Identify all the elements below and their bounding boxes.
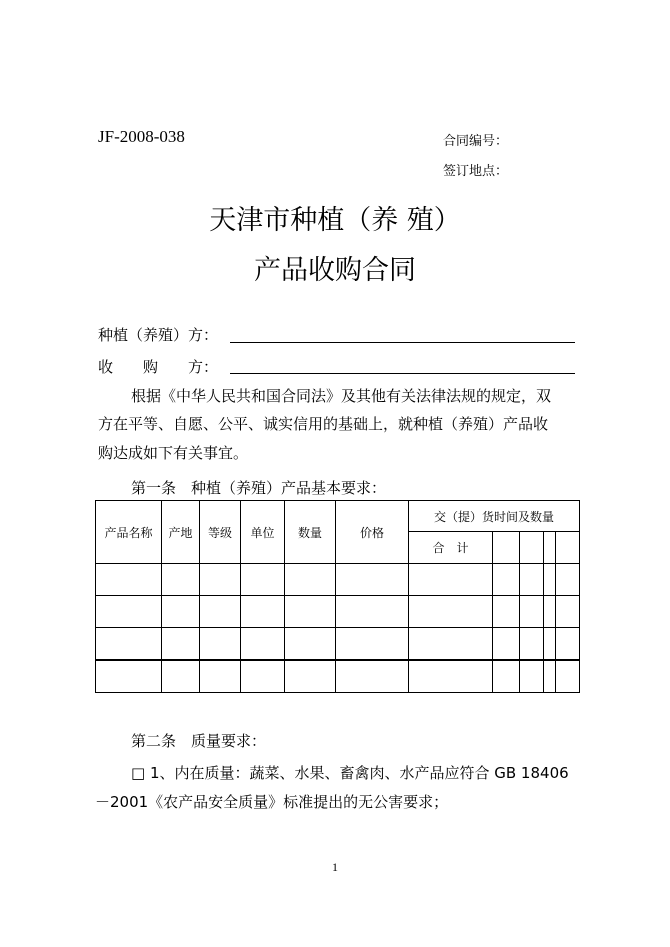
page-title: 天津市种植（养 殖） [209, 205, 461, 236]
article-2-title: 第二条 质量要求： [131, 732, 267, 750]
header-quantity: 数量 [285, 501, 336, 564]
quality-item-1-line-1: □ 1、内在质量：蔬菜、水果、畜禽肉、水产品应符合 GB 18406 [131, 764, 569, 782]
intro-line-2: 方在平等、自愿、公平、诚实信用的基础上，就种植（养殖）产品收 [98, 415, 549, 433]
header-origin: 产地 [162, 501, 200, 564]
table-row [96, 564, 580, 596]
header-product-name: 产品名称 [96, 501, 162, 564]
product-requirements-table [95, 500, 580, 693]
intro-line-1: 根据《中华人民共和国合同法》及其他有关法律法规的规定，双 [131, 387, 552, 405]
header-delivery-time-quantity: 交（提）货时间及数量 [409, 501, 580, 532]
grower-party-label: 种植（养殖）方： [98, 326, 219, 344]
header-total: 合 计 [409, 532, 493, 564]
intro-line-3: 购达成如下有关事宜。 [98, 444, 249, 462]
table-row [96, 628, 580, 661]
delivery-cell[interactable] [544, 532, 556, 564]
article-1-title: 第一条 种植（养殖）产品基本要求： [131, 479, 387, 497]
page-number: 1 [332, 860, 338, 874]
buyer-party-field[interactable] [230, 373, 575, 374]
grower-party-field[interactable] [230, 342, 575, 343]
page-subtitle: 产品收购合同 [254, 255, 416, 286]
buyer-party-label: 收 购 方： [98, 358, 219, 376]
quality-item-1-line-2: －2001《农产品安全质量》标准提出的无公害要求； [95, 793, 449, 811]
table-row [96, 660, 580, 693]
header-grade: 等级 [200, 501, 241, 564]
delivery-cell[interactable] [520, 532, 544, 564]
table-row [96, 596, 580, 628]
header-price: 价格 [336, 501, 409, 564]
header-unit: 单位 [241, 501, 285, 564]
document-code: JF-2008-038 [98, 127, 185, 146]
delivery-cell[interactable] [493, 532, 520, 564]
signing-place-label: 签订地点： [443, 164, 509, 179]
contract-number-label: 合同编号： [443, 134, 509, 149]
delivery-cell[interactable] [556, 532, 580, 564]
table-header-row [96, 501, 580, 532]
